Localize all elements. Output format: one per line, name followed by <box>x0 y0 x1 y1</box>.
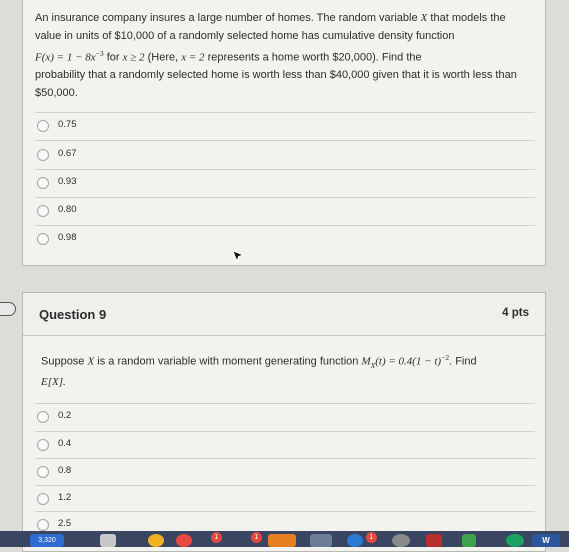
q8-x-equals-2: x = 2 <box>181 51 205 64</box>
q9-option-1-label: 0.2 <box>58 410 72 421</box>
q8-option-4-label: 0.80 <box>58 204 77 215</box>
q9-option-4-label: 1.2 <box>58 492 72 503</box>
notification-badge-count: 1 <box>214 534 219 541</box>
q9-option-1[interactable] <box>37 407 527 429</box>
q9-option-5-radio[interactable] <box>37 519 49 531</box>
q9-option-4-radio[interactable] <box>37 493 49 505</box>
notification-badge <box>251 532 262 543</box>
word-icon-label: W <box>542 536 550 545</box>
q8-option-2-radio[interactable] <box>37 149 49 161</box>
question-9-text <box>41 349 546 392</box>
q8-text-line2: value in units of $10,000 of a randomly selected home has cumulative density function <box>35 29 455 42</box>
q8-text-line1: An insurance company insures a large number of homes. The random variable <box>35 12 418 24</box>
q9-expectation: E[X]. <box>41 376 66 389</box>
word-icon[interactable] <box>532 534 560 547</box>
settings-app-icon[interactable] <box>310 534 332 547</box>
q8-option-4[interactable] <box>37 201 527 223</box>
question-9-points: 4 pts <box>502 307 529 319</box>
q9-mgf-exponent: −2 <box>441 353 450 362</box>
q9-divider <box>35 511 535 512</box>
q8-option-5-label: 0.98 <box>58 232 77 243</box>
q8-text-line5: $50,000. <box>35 86 78 99</box>
q8-divider <box>35 140 535 141</box>
q8-option-2[interactable] <box>37 145 527 167</box>
q8-text-line1-end: that models the <box>430 12 506 24</box>
q8-option-5[interactable] <box>37 229 527 251</box>
q8-cdf-formula: F(x) = 1 − 8x <box>35 51 96 64</box>
q9-option-3-label: 0.8 <box>58 465 72 476</box>
q8-divider <box>35 169 535 170</box>
q8-option-1[interactable] <box>37 116 527 138</box>
taskbar-counter-label: 3,320 <box>38 537 56 544</box>
app-icon-gray[interactable] <box>392 534 410 547</box>
q9-option-2-radio[interactable] <box>37 439 49 451</box>
q9-option-2-label: 0.4 <box>58 438 72 449</box>
q8-text-line4: probability that a randomly selected home is worth less than $40,000 given that it is worth less than <box>35 69 517 82</box>
question-9-header <box>23 293 545 336</box>
mouse-cursor-icon <box>232 250 244 262</box>
q9-option-5-label: 2.5 <box>58 518 72 529</box>
q9-divider <box>35 403 535 404</box>
q9-mgf-subscript: X <box>370 360 376 370</box>
taskbar-counter-app[interactable] <box>30 534 64 547</box>
q9-text-find: . Find <box>449 355 477 368</box>
q8-option-3-radio[interactable] <box>37 177 49 189</box>
q8-option-3[interactable] <box>37 173 527 195</box>
question-8-card <box>22 0 546 266</box>
notification-badge-count: 1 <box>369 534 374 541</box>
q8-option-2-label: 0.67 <box>58 148 77 159</box>
taskbar <box>0 531 569 547</box>
notification-badge <box>211 532 222 543</box>
q8-text-line3-end: represents a home worth $20,000). Find the <box>207 51 422 64</box>
q9-divider <box>35 485 535 486</box>
chrome-icon[interactable] <box>148 534 164 547</box>
q8-divider <box>35 112 535 113</box>
app-icon-green[interactable] <box>462 534 476 547</box>
question-9-card <box>22 292 546 552</box>
q8-option-4-radio[interactable] <box>37 205 49 217</box>
question-9-title: Question 9 <box>39 307 107 322</box>
flag-question-icon[interactable] <box>0 302 16 316</box>
app-icon-dark-red[interactable] <box>426 534 442 547</box>
taskbar-app-icon[interactable] <box>100 534 116 547</box>
notification-badge <box>366 532 377 543</box>
q8-divider <box>35 225 535 226</box>
q9-mgf-symbol: M <box>361 355 371 368</box>
q9-text-suppose: Suppose <box>41 355 85 368</box>
q8-option-5-radio[interactable] <box>37 233 49 245</box>
q8-cdf-condition: x ≥ 2 <box>122 51 145 64</box>
q9-option-3-radio[interactable] <box>37 466 49 478</box>
q8-text-here: (Here, <box>147 51 179 64</box>
q9-mgf-formula: (t) = 0.4(1 − t) <box>375 355 442 368</box>
q8-divider <box>35 197 535 198</box>
q9-option-4[interactable] <box>37 489 527 511</box>
spotify-icon[interactable] <box>506 534 524 547</box>
q8-cdf-for: for <box>106 51 120 64</box>
q8-option-3-label: 0.93 <box>58 176 77 187</box>
folder-icon[interactable] <box>268 534 296 547</box>
q9-var-x: X <box>87 355 95 368</box>
q8-var-x: X <box>420 12 428 24</box>
q9-divider <box>35 458 535 459</box>
q9-option-2[interactable] <box>37 435 527 457</box>
q8-option-1-radio[interactable] <box>37 120 49 132</box>
q9-option-1-radio[interactable] <box>37 411 49 423</box>
browser-x-icon[interactable] <box>347 534 363 547</box>
question-8-text <box>35 10 540 102</box>
q9-text-mid: is a random variable with moment generating function <box>97 355 359 368</box>
q9-option-3[interactable] <box>37 462 527 484</box>
q8-option-1-label: 0.75 <box>58 119 77 130</box>
q8-cdf-exponent: −3 <box>95 49 104 58</box>
app-icon-red[interactable] <box>176 534 192 547</box>
notification-badge-count: 1 <box>254 534 259 541</box>
q9-divider <box>35 431 535 432</box>
